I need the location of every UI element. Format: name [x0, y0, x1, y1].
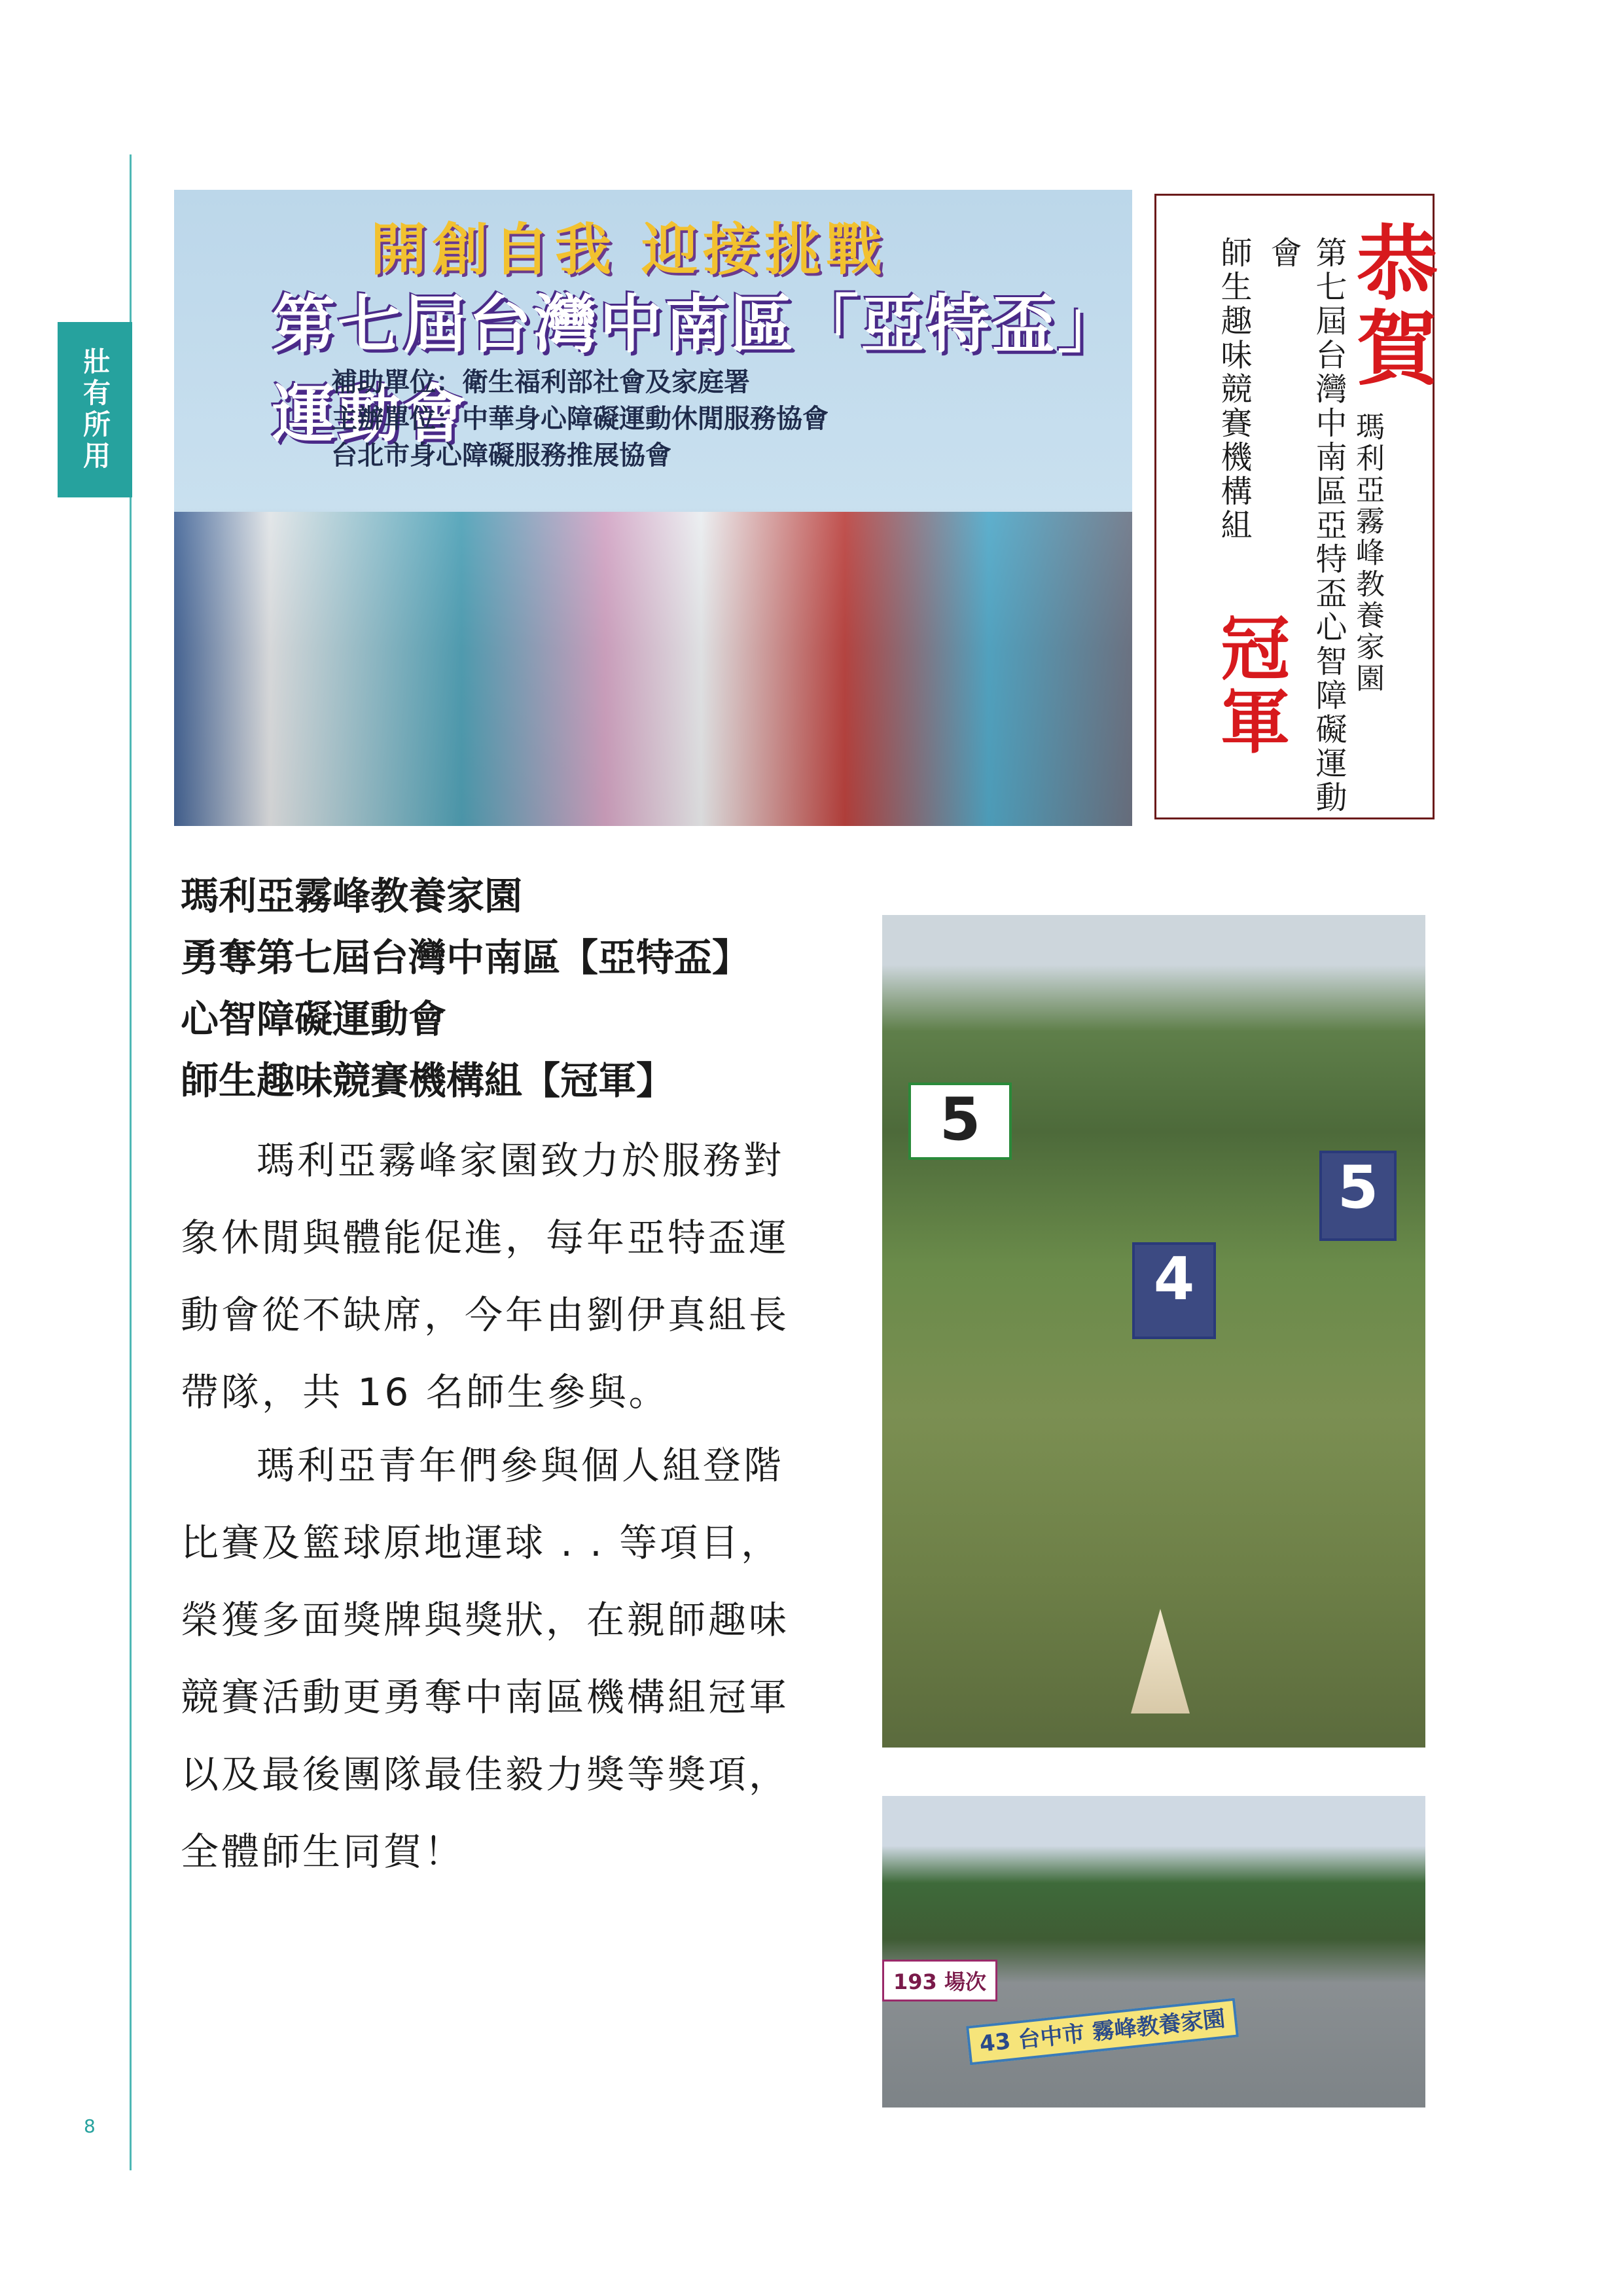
page-number: 8	[84, 2115, 96, 2137]
team-sign-text: 台中市 霧峰教養家園	[1016, 2005, 1227, 2054]
award-ceremony-photo	[174, 190, 1132, 826]
congratulations-box	[1154, 194, 1435, 819]
team-sign-number: 43	[978, 2028, 1012, 2058]
headline-line: 師生趣味競賽機構組【冠軍】	[181, 1058, 675, 1103]
banner-slogan: 開創自我 迎接挑戰	[370, 217, 887, 283]
headline-line: 心智障礙運動會	[181, 997, 447, 1041]
session-sign: 193 場次	[882, 1960, 997, 2001]
article-headline	[181, 865, 750, 1111]
body-paragraph-2: 瑪利亞青年們參與個人組登階比賽及籃球原地運球 . . 等項目，榮獲多面獎牌與獎狀，在親師趣味競賽活動更勇奪中南區機構組冠軍以及最後團隊最佳毅力獎等獎項，全體師生同賀！	[181, 1443, 790, 1874]
team-group-photo	[882, 1796, 1425, 2108]
bib-number: 5	[908, 1083, 1012, 1160]
field-game-photo	[882, 915, 1425, 1748]
congrats-event: 第七屆台灣中南區亞特盃心智障礙運動會	[1265, 236, 1347, 815]
banner-sponsor: 補助單位：衛生福利部社會及家庭署	[331, 367, 750, 397]
banner-organizer: 主辦單位：中華身心障礙運動休閒服務協會	[331, 404, 829, 434]
congrats-title: 恭賀	[1343, 221, 1437, 391]
bib-number: 4	[1132, 1242, 1216, 1339]
award-winners-group	[174, 512, 1132, 826]
congrats-result: 冠軍	[1209, 612, 1290, 759]
banner-title: 第七屆台灣中南區「亞特盃」運動會	[272, 288, 1123, 451]
traffic-cone	[1131, 1609, 1190, 1713]
team-name-sign	[966, 1998, 1239, 2066]
headline-line: 瑪利亞霧峰教養家園	[181, 874, 523, 918]
banner-organizer-2: 台北市身心障礙服務推展協會	[331, 440, 671, 471]
body-paragraph-1: 瑪利亞霧峰家園致力於服務對象休閒與體能促進，每年亞特盃運動會從不缺席，今年由劉伊真組長帶隊，共 16 名師生參與。	[181, 1138, 790, 1414]
section-tab	[58, 322, 132, 497]
bib-number: 5	[1319, 1151, 1397, 1241]
congrats-org: 瑪利亞霧峰教養家園	[1351, 412, 1384, 694]
headline-line: 勇奪第七屆台灣中南區【亞特盃】	[181, 935, 751, 980]
congrats-category: 師生趣味競賽機構組	[1215, 236, 1252, 543]
section-tab-label: 壯有所用	[79, 347, 111, 473]
